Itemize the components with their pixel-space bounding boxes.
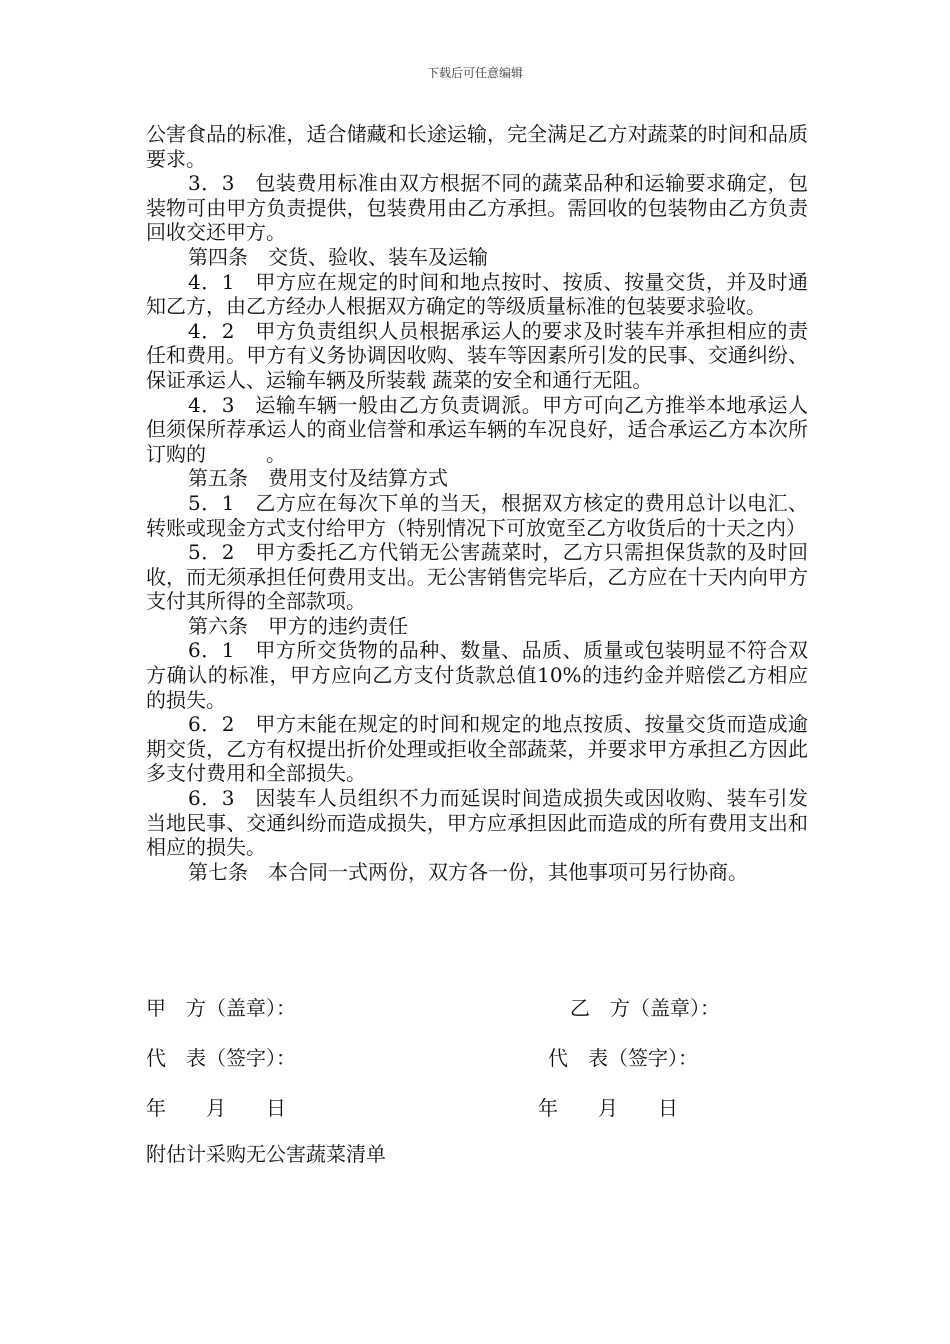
attachment-title: 附估计采购无公害蔬菜清单 [146,1142,386,1166]
contract-body [146,122,808,884]
clause-4-1: 4．1 甲方应在规定的时间和地点按时、按质、按量交货，并及时通知乙方，由乙方经办人根据双方确定的等级质量标准的包装要求验收。 [146,269,808,319]
clause-6-3: 6．3 因装车人员组织不力而延误时间造成损失或因收购、装车引发当地民事、交通纠纷而造成损失，甲方应承担因此而造成的所有费用支出和相应的损失。 [146,786,808,860]
article-7: 第七条 本合同一式两份，双方各一份，其他事项可另行协商。 [188,859,748,884]
clause-6-1: 6．1 甲方所交货物的品种、数量、品质、质量或包装明显不符合双方确认的标准，甲方应向乙方支付货款总值10%的违约金并赔偿乙方相应的损失。 [146,638,808,712]
clause-4-3: 4．3 运输车辆一般由乙方负责调派。甲方可向乙方推举本地承运人但须保所荐承运人的商业信誉和承运车辆的车况良好，适合承运乙方本次所订购的 。 [146,392,808,466]
party-b-seal-label: 乙 方（盖章）： [570,996,720,1020]
page-header-note: 下载后可任意编辑 [426,66,523,80]
party-b-rep-label: 代 表（签字）： [548,1046,698,1070]
article-6-heading: 第六条 甲方的违约责任 [188,613,408,638]
clause-5-1: 5．1 乙方应在每次下单的当天，根据双方核定的费用总计以电汇、转账或现金方式支付给甲方（特别情况下可放宽至乙方收货后的十天之内） [146,490,808,540]
clause-6-2: 6．2 甲方末能在规定的时间和规定的地点按质、按量交货而造成逾期交货，乙方有权提出折价处理或拒收全部蔬菜，并要求甲方承担乙方因此多支付费用和全部损失。 [146,712,808,786]
party-b-date-label: 年 月 日 [538,1096,678,1120]
article-4-heading: 第四条 交货、验收、装车及运输 [188,244,488,269]
party-a-rep-label: 代 表（签字）： [146,1046,296,1070]
clause-4-2: 4．2 甲方负责组织人员根据承运人的要求及时装车并承担相应的责任和费用。甲方有义务协调因收购、装车等因素所引发的民事、交通纠纷、保证承运人、运输车辆及所装载 蔬菜的安全和通行无阻。 [146,318,808,392]
clause-3-3: 3．3 包装费用标准由双方根据不同的蔬菜品种和运输要求确定，包装物可由甲方负责提供，包装费用由乙方承担。需回收的包装物由乙方负责回收交还甲方。 [146,171,808,245]
party-a-seal-label: 甲 方（盖章）： [146,996,296,1020]
party-a-date-label: 年 月 日 [146,1096,286,1120]
paragraph-continuation: 公害食品的标准，适合储藏和长途运输，完全满足乙方对蔬菜的时间和品质要求。 [146,122,808,171]
clause-5-2: 5．2 甲方委托乙方代销无公害蔬菜时，乙方只需担保货款的及时回收，而无须承担任何费用支出。无公害销售完毕后，乙方应在十天内向甲方支付其所得的全部款项。 [146,540,808,614]
article-5-heading: 第五条 费用支付及结算方式 [188,466,448,491]
